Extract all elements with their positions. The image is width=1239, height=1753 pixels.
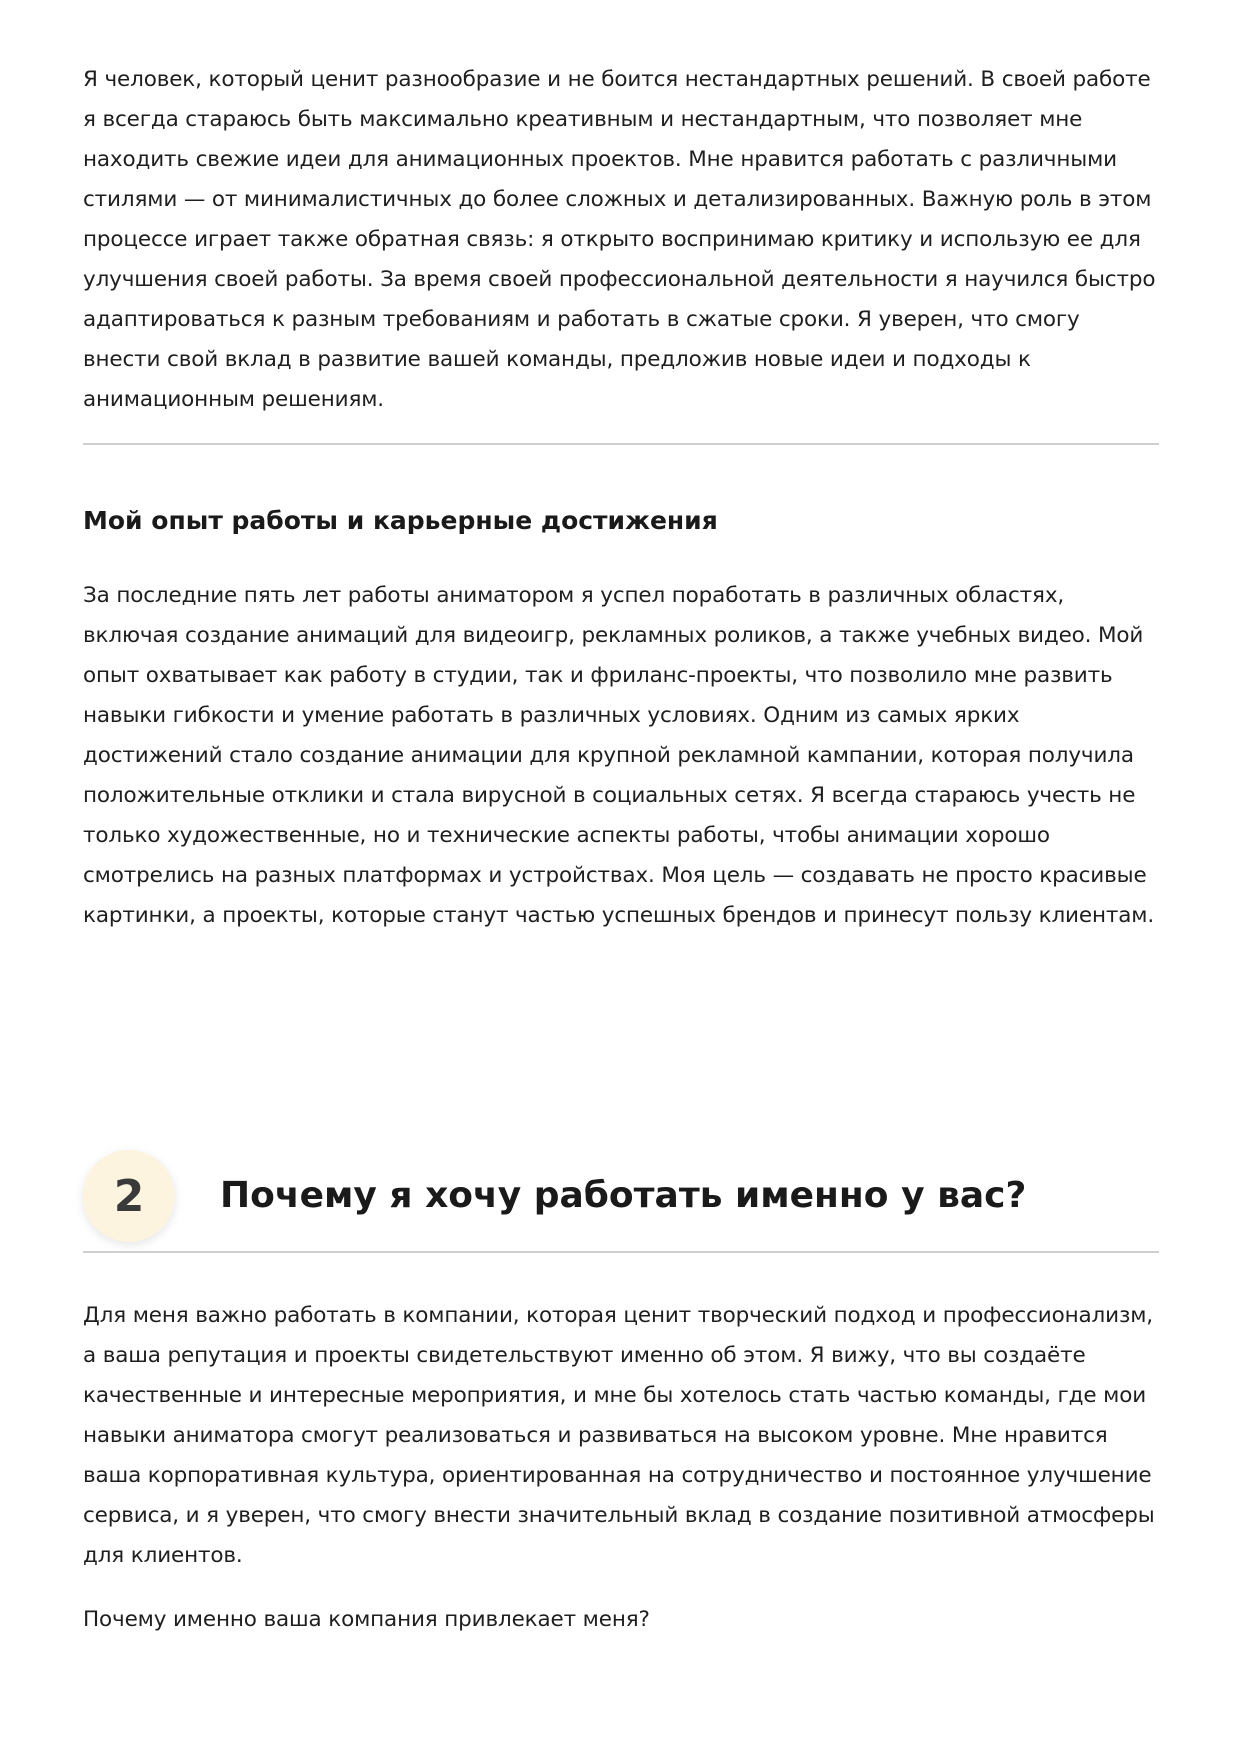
- section-divider: [83, 443, 1159, 445]
- section-2-header: [83, 1150, 1159, 1250]
- section-number-badge: 2: [83, 1150, 175, 1242]
- experience-heading: Мой опыт работы и карьерные достижения: [83, 506, 718, 535]
- intro-paragraph: Я человек, который ценит разнообразие и не боится нестандартных решений. В своей работе я всегда стараюсь быть максимально креативным и нестандартным, что позволяет мне находить свежие идеи для анимационных проектов. Мне нравится работать с различными стилями — от минималистичных до более сложных и детализированных. Важную роль в этом процессе играет также обратная связь: я открыто воспринимаю критику и использую ее для улучшения своей работы. За время своей профессиональной деятельности я научился быстро адаптироваться к разным требованиям и работать в сжатые сроки. Я уверен, что смогу внести свой вклад в развитие вашей команды, предложив новые идеи и подходы к анимационным решениям.: [83, 67, 1156, 412]
- experience-paragraph: За последние пять лет работы аниматором я успел поработать в различных областях, включая создание анимаций для видеоигр, рекламных роликов, а также учебных видео. Мой опыт охватывает как работу в студии, так и фриланс-проекты, что позволило мне развить навыки гибкости и умение работать в различных условиях. Одним из самых ярких достижений стало создание анимации для крупной рекламной кампании, которая получила положительные отклики и стала вирусной в социальных сетях. Я всегда стараюсь учесть не только художественные, но и технические аспекты работы, чтобы анимации хорошо смотрелись на разных платформах и устройствах. Моя цель — создавать не просто красивые картинки, а проекты, которые станут частью успешных брендов и принесут пользу клиентам.: [83, 583, 1155, 928]
- section-2-divider: [83, 1251, 1159, 1253]
- motivation-question: Почему именно ваша компания привлекает меня?: [83, 1607, 650, 1632]
- section-2-title: Почему я хочу работать именно у вас?: [220, 1175, 1027, 1216]
- motivation-paragraph: Для меня важно работать в компании, которая ценит творческий подход и профессионализм, а ваша репутация и проекты свидетельствуют именно об этом. Я вижу, что вы создаёте качественные и интересные мероприятия, и мне бы хотелось стать частью команды, где мои навыки аниматора смогут реализоваться и развиваться на высоком уровне. Мне нравится ваша корпоративная культура, ориентированная на сотрудничество и постоянное улучшение сервиса, и я уверен, что смогу внести значительный вклад в создание позитивной атмосферы для клиентов.: [83, 1303, 1155, 1568]
